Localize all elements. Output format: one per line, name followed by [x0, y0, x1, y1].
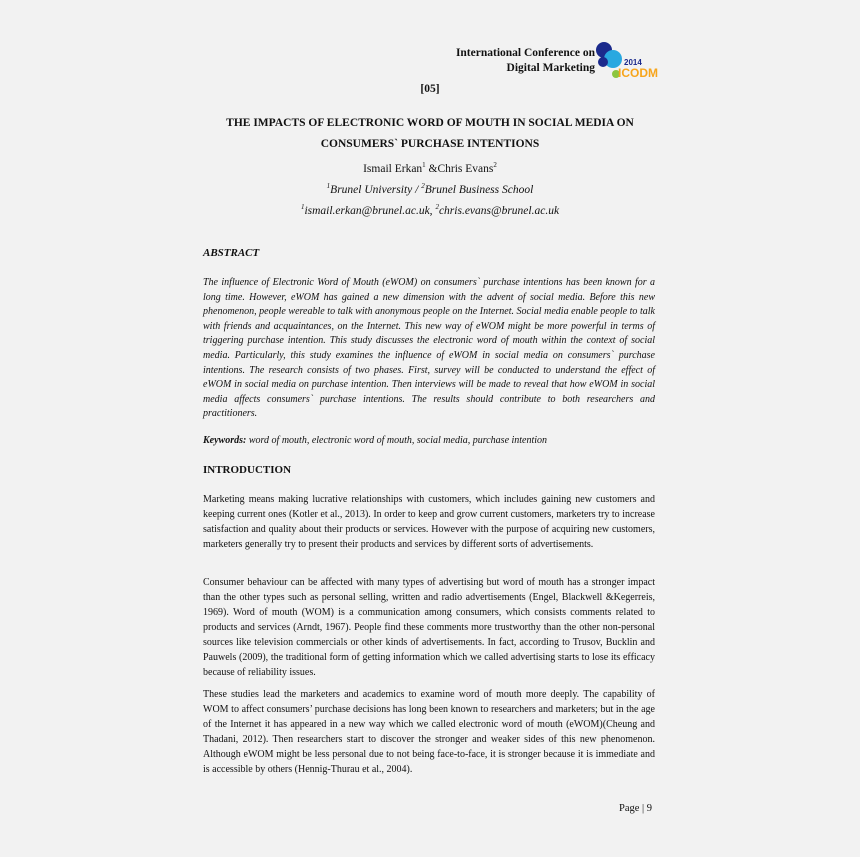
abstract-body: The influence of Electronic Word of Mouth (eWOM) on consumers` purchase intentions has been known for a long time. However, eWOM has gained a new dimension with the advent of social media. Before this new phenomenon, people wereable to talk with anonymous people on the Internet. Social media enable people to talk with friends and acquaintances, on the Internet. This new way of eWOM might be more powerful in terms of triggering purchase intention. This study discusses the electronic word of mouth within the context of social media. Particularly, this study examines the influence of eWOM in social media on consumers` purchase intentions. The research consists of two phases. First, survey will be conducted to understand the effect of eWOM in social media on purchase intention. Then interviews will be made to reveal that how eWOM in social media affects consumers` purchase intentions. The results should contribute to both researchers and practitioners.	[203, 277, 655, 420]
intro-paragraph-1: Marketing means making lucrative relationships with customers, which includes gaining new customers and keeping current ones (Kotler et al., 2013). In order to keep and grow current customers, marketers try to increase satisfaction and quality about their products or services. However with the purpose of acquiring new customers, marketers generally try to present their products and services by different sorts of advertisements.	[203, 494, 655, 550]
author-2-sup: 2	[493, 161, 497, 169]
affiliation-1: Brunel University /	[330, 184, 422, 196]
conference-line-1: International Conference on	[455, 47, 595, 59]
introduction-heading: INTRODUCTION	[203, 464, 292, 476]
paper-number: [05]	[420, 83, 440, 95]
email-2-sup: 2	[435, 203, 439, 211]
author-2: &Chris Evans	[425, 163, 494, 175]
page-number: Page | 9	[619, 803, 653, 814]
email-1-sup: 1	[300, 203, 305, 211]
intro-paragraph-2: Consumer behaviour can be affected with many types of advertising but word of mouth has a stronger impact than the other types such as personal selling, written and radio advertisements (Engel, Blackwell &Kegerreis, 1969). Word of mouth (WOM) is a communication among consumers, which consists comments related to products and services (Arndt, 1967). People find these comments more trustworthy than the other non-personal sources like television commercials or other kinds of advertisements. In fact, according to Trusov, Bucklin and Pauwels (2009), the traditional form of getting information which we called advertising starts to lose its efficacy because of reliability issues.	[203, 577, 655, 678]
author-1: Ismail Erkan	[363, 163, 423, 175]
svg-text:2014: 2014	[624, 58, 642, 67]
abstract-heading: ABSTRACT	[203, 247, 260, 259]
conference-header	[420, 46, 595, 76]
author-emails	[0, 205, 860, 217]
keywords	[203, 435, 655, 446]
author-1-sup: 1	[422, 161, 426, 169]
icodm-logo	[594, 40, 660, 80]
authors	[0, 163, 860, 175]
title-line-1: THE IMPACTS OF ELECTRONIC WORD OF MOUTH IN SOCIAL MEDIA ON	[226, 117, 634, 129]
affiliations	[0, 184, 860, 196]
affiliation-2: Brunel Business School	[424, 184, 534, 196]
email-2: chris.evans@brunel.ac.uk	[438, 205, 560, 217]
svg-text:ICODM: ICODM	[618, 66, 658, 80]
paper-title	[180, 113, 680, 155]
keywords-text: word of mouth, electronic word of mouth, social media, purchase intention	[246, 435, 548, 446]
keywords-label: Keywords:	[203, 435, 247, 446]
conference-line-2: Digital Marketing	[506, 62, 595, 74]
intro-paragraph-3: These studies lead the marketers and academics to examine word of mouth more deeply. The capability of WOM to affect consumers’ purchase decisions has long been known to researchers and marketers; but in the age of the Internet it has appeared in a new way which we called electronic word of mouth (eWOM)(Cheung and Thadani, 2012). Then researchers start to discover the stronger and weaker sides of this new phenomenon. Although eWOM might be less personal due to not being face-to-face, it is stronger because it is immediate and is accessible by others (Hennig-Thurau et al., 2004).	[203, 689, 655, 775]
affiliation-1-sup: 1	[326, 182, 331, 190]
email-1: ismail.erkan@brunel.ac.uk,	[304, 205, 436, 217]
title-line-2: CONSUMERS` PURCHASE INTENTIONS	[320, 138, 540, 150]
affiliation-2-sup: 2	[421, 182, 425, 190]
